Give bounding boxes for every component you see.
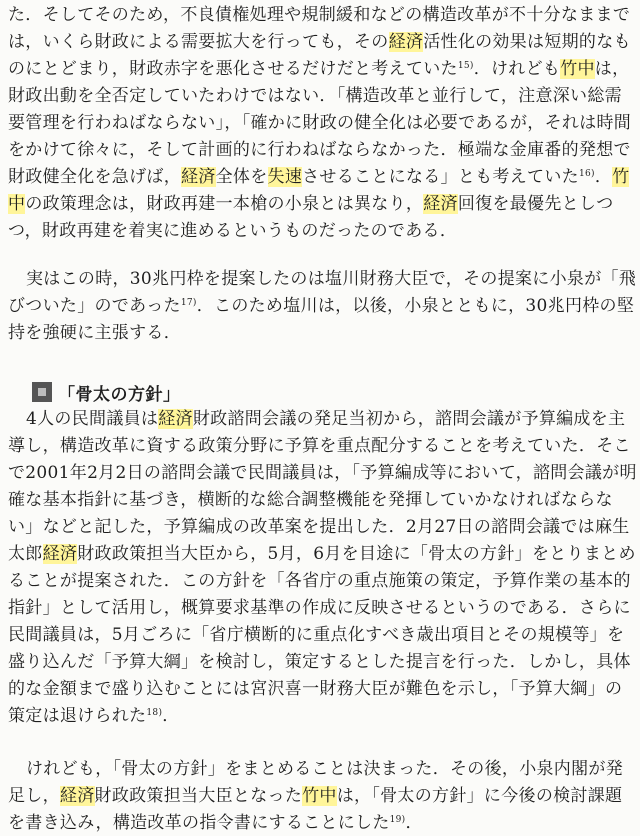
highlighted-term: 竹 — [612, 167, 630, 187]
text-line — [8, 85, 622, 107]
section-heading-text: 「骨太の方針」 — [58, 384, 181, 405]
text-line — [26, 758, 623, 780]
text-line — [8, 812, 423, 834]
text-line — [8, 570, 631, 592]
text-run: 的な金額まで盛り込むことには宮沢喜一財務大臣が難色を示し，「予算大綱」の — [8, 679, 623, 699]
text-run: の政策理念は，財政再建一本槍の小泉とは異なり， — [25, 194, 424, 214]
text-run: 活性化の効果は短期的なも — [423, 32, 631, 52]
text-run: のにとどまり，財政赤字を悪化させるだけだと考えていた — [8, 59, 458, 79]
text-run: 要管理を行わねばならない」，「確かに財政の健全化は必要であるが，それは時間 — [8, 113, 632, 133]
text-line — [8, 4, 630, 26]
highlighted-term: 経済 — [423, 194, 458, 214]
text-run: ．けれども — [473, 59, 561, 79]
text-run: 実はこの時，30兆円枠を提案したのは塩川財務大臣で，その提案に小泉が「飛 — [26, 269, 637, 289]
text-run: 全体を — [215, 167, 268, 187]
text-run: で2001年2月2日の諮問会議で民間議員は，「予算編成等において，諮問会議が明 — [8, 463, 637, 483]
footnote-ref: 19) — [389, 815, 406, 825]
text-run: ることが提案された．この方針を「各省庁の重点施策の策定，予算作業の基本的 — [8, 571, 631, 591]
text-line — [8, 322, 181, 344]
text-run: 導し，構造改革に資する政策分野に予算を重点配分することを考えていた．そこ — [8, 436, 631, 456]
highlighted-term: 経済 — [158, 409, 193, 429]
text-line — [8, 112, 631, 134]
text-run: 指針」として活用し，概算要求基準の作成に反映させるというのである．さらに — [8, 598, 631, 618]
text-run: ．このため塩川は，以後，小泉とともに，30兆円枠の堅 — [196, 296, 635, 316]
highlighted-term: 経済 — [59, 786, 95, 806]
text-run: 太郎 — [8, 544, 43, 564]
text-run: い」などと記した，予算編成の改革案を提出した．2月27日の諮問会議では麻生 — [8, 517, 630, 537]
text-run: 4人の民間議員は — [26, 409, 159, 429]
footnote-ref: 17) — [180, 298, 197, 308]
text-line — [8, 785, 622, 807]
highlighted-term: 経済 — [181, 167, 216, 187]
text-run: 確な基本指針に基づき，横断的な総合調整機能を発揮していかなければならな — [8, 490, 613, 510]
text-run: 財政健全化を急げば， — [8, 167, 181, 187]
highlighted-term: 竹中 — [302, 786, 337, 806]
text-run: ． — [162, 706, 180, 726]
text-run: 盛り込んだ「予算大綱」を検討し，策定するとした提言を行った．しかし，具体 — [8, 652, 631, 672]
text-run: 財政諮問会議の発足当初から，諮問会議が予算編成を主 — [192, 409, 626, 429]
footnote-ref: 15) — [457, 61, 474, 71]
text-line — [8, 220, 457, 242]
text-line — [26, 408, 625, 430]
text-line — [8, 651, 631, 673]
text-run: 持を強硬に主張する． — [8, 323, 181, 343]
text-line — [8, 31, 631, 53]
text-line — [8, 139, 631, 161]
text-run: を書き込み，構造改革の指令書にすることにした — [8, 813, 390, 833]
text-run: 足し， — [8, 786, 60, 806]
text-run: びついた」のであった — [8, 296, 181, 316]
text-line — [8, 516, 630, 538]
highlighted-term: 竹中 — [560, 59, 595, 79]
text-run: つ，財政再建を着実に進めるというものだったのである． — [8, 221, 458, 241]
highlighted-term: 経済 — [42, 544, 78, 564]
footnote-ref: 18) — [146, 708, 163, 718]
text-line — [8, 295, 634, 317]
text-run: は，いくら財政による需要拡大を行っても，その — [8, 32, 389, 52]
text-line — [8, 193, 614, 215]
text-line — [8, 435, 631, 457]
text-line — [26, 268, 636, 290]
text-run: た．そしてそのため，不良債権処理や規制緩和などの構造改革が不十分なままで — [8, 5, 631, 25]
text-line — [8, 624, 624, 646]
heading-square-marker-icon — [32, 382, 52, 402]
text-run: ． — [405, 813, 423, 833]
highlighted-term: 中 — [8, 194, 26, 214]
text-run: 回復を最優先としつ — [457, 194, 614, 214]
highlighted-term: 失速 — [267, 167, 303, 187]
text-run: ． — [594, 167, 613, 187]
text-run: 財政出動を全否定していたわけではない．「構造改革と並行して，注意深い総需 — [8, 86, 622, 106]
text-line — [8, 462, 637, 484]
text-line — [8, 58, 629, 80]
text-line — [8, 543, 636, 565]
text-line — [8, 166, 629, 188]
text-line — [8, 489, 613, 511]
text-run: させることになる」とも考えていた — [302, 167, 579, 187]
footnote-ref: 16) — [578, 169, 595, 179]
text-run: は， — [594, 59, 630, 79]
text-run: は，「骨太の方針」に今後の検討課題 — [336, 786, 623, 806]
text-run: 財政政策担当大臣から，5月，6月を目途に「骨太の方針」をとりまとめ — [77, 544, 636, 564]
text-run: 民間議員は，5月ごろに「省庁横断的に重点化すべき歳出項目とその規模等」を — [8, 625, 625, 645]
text-run: 財政政策担当大臣となった — [94, 786, 303, 806]
highlighted-term: 経済 — [388, 32, 424, 52]
text-run: をかけて徐々に，そして計画的に行わねばならなかった．極端な金庫番的発想で — [8, 140, 631, 160]
text-run: けれども，「骨太の方針」をまとめることは決まった．その後，小泉内閣が発 — [26, 759, 623, 779]
text-line — [8, 597, 631, 619]
text-line — [8, 705, 180, 727]
text-run: 策定は退けられた — [8, 706, 147, 726]
section-heading — [32, 380, 181, 404]
text-line — [8, 678, 622, 700]
